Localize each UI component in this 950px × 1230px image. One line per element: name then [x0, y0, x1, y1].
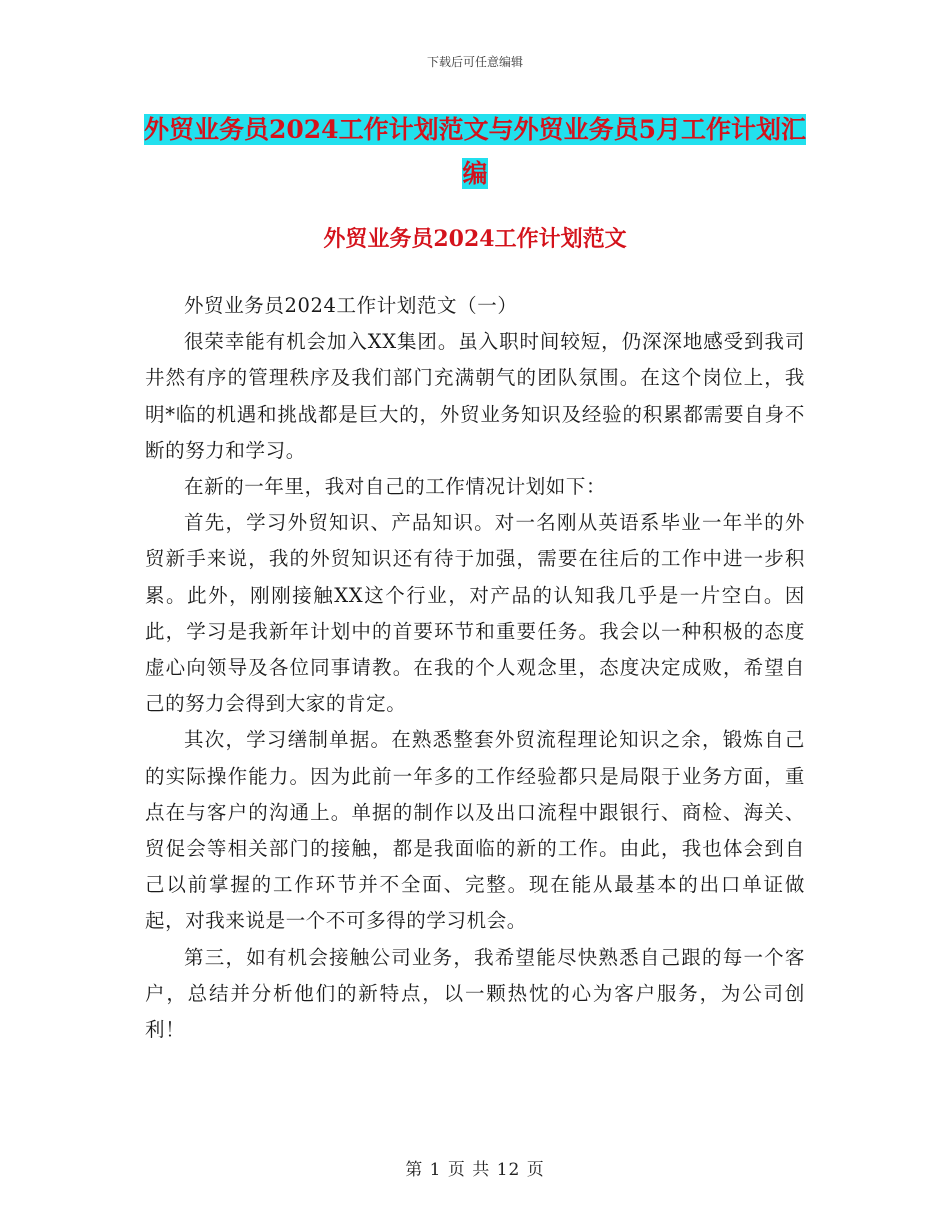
paragraph: 很荣幸能有机会加入XX集团。虽入职时间较短，仍深深地感受到我司井然有序的管理秩序及我们部门充满朝气的团队氛围。在这个岗位上，我明*临的机遇和挑战都是巨大的，外贸业务知识及经验的积累都需要自身不断的努力和学习。: [145, 330, 805, 462]
section-title: 外贸业务员2024工作计划范文: [323, 226, 627, 252]
header-note: 下载后可任意编辑: [426, 55, 523, 69]
paragraph: 在新的一年里，我对自己的工作情况计划如下：: [184, 475, 607, 499]
paragraph: 首先，学习外贸知识、产品知识。对一名刚从英语系毕业一年半的外贸新手来说，我的外贸知识还有待于加强，需要在往后的工作中进一步积累。此外，刚刚接触XX这个行业，对产品的认知我几乎是一片空白。因此，学习是我新年计划中的首要环节和重要任务。我会以一种积极的态度虚心向领导及各位同事请教。在我的个人观念里，态度决定成败，希望自己的努力会得到大家的肯定。: [145, 511, 805, 716]
document-title-text: 外贸业务员2024工作计划范文与外贸业务员5月工作计划汇编: [144, 115, 806, 188]
paragraph: 其次，学习缮制单据。在熟悉整套外贸流程理论知识之余，锻炼自己的实际操作能力。因为此前一年多的工作经验都只是局限于业务方面，重点在与客户的沟通上。单据的制作以及出口流程中跟银行、商检、海关、贸促会等相关部门的接触，都是我面临的新的工作。由此，我也体会到自己以前掌握的工作环节并不全面、完整。现在能从最基本的出口单证做起，对我来说是一个不可多得的学习机会。: [145, 728, 805, 933]
page-footer: 第 1 页 共 12 页: [405, 1160, 545, 1180]
document-title: [140, 108, 810, 196]
paragraph: 外贸业务员2024工作计划范文（一）: [184, 294, 518, 317]
document-body: [145, 288, 805, 1048]
paragraph: 第三，如有机会接触公司业务，我希望能尽快熟悉自己跟的每一个客户，总结并分析他们的新特点，以一颗热忱的心为客户服务，为公司创利！: [145, 945, 805, 1042]
